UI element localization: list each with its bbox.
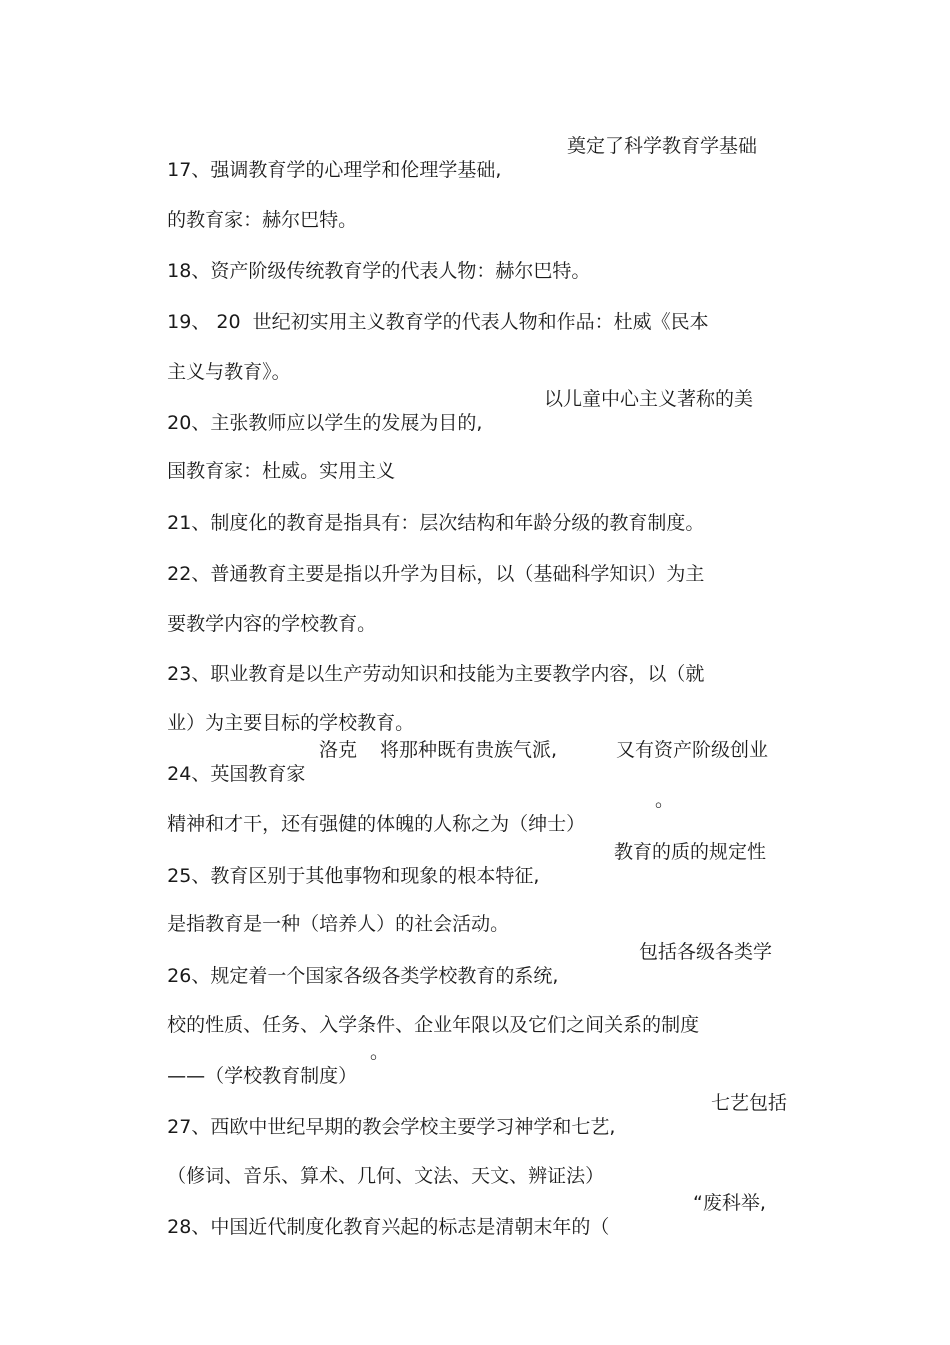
item-text-continued: 。 — [655, 789, 675, 811]
item-text-continued: 七艺包括 — [711, 1092, 788, 1114]
item-text-continued: 包括各级各类学 — [639, 941, 773, 963]
item-text: 校的性质、任务、入学条件、企业年限以及它们之间关系的制度 — [167, 1014, 700, 1036]
item-text: ——（学校教育制度） — [167, 1065, 358, 1087]
item-text: 23、职业教育是以生产劳动知识和技能为主要教学内容，以（就 — [167, 663, 705, 685]
item-28-line-1 — [143, 1191, 766, 1287]
item-text: 19、 20 世纪初实用主义教育学的代表人物和作品：杜威《民本 — [167, 311, 709, 333]
item-text: 21、制度化的教育是指具有：层次结构和年龄分级的教育制度。 — [167, 512, 705, 534]
item-text: 20、主张教师应以学生的发展为目的, — [167, 412, 483, 434]
item-text: 17、强调教育学的心理学和伦理学基础, — [167, 159, 502, 181]
item-text: 27、西欧中世纪早期的教会学校主要学习神学和七艺, — [167, 1116, 616, 1138]
item-text: 24、英国教育家 — [167, 763, 306, 785]
item-text: 精神和才干，还有强健的体魄的人称之为（绅士） — [167, 813, 586, 835]
item-text: 22、普通教育主要是指以升学为目标，以（基础科学知识）为主 — [167, 563, 705, 585]
item-text-continued: “废科举, — [693, 1192, 766, 1214]
item-text-continued: 奠定了科学教育学基础 — [567, 135, 758, 157]
item-text: 国教育家：杜威。实用主义 — [167, 460, 396, 482]
item-text: 25、教育区别于其他事物和现象的根本特征, — [167, 865, 540, 887]
item-text-continued: 教育的质的规定性 — [614, 841, 767, 863]
person-name: 洛克 — [319, 739, 358, 761]
item-text-continued: 将那种既有贵族气派, — [380, 739, 558, 761]
item-text: 是指教育是一种（培养人）的社会活动。 — [167, 913, 510, 935]
item-text: 28、中国近代制度化教育兴起的标志是清朝末年的（ — [167, 1216, 610, 1238]
item-text: 的教育家：赫尔巴特。 — [167, 209, 358, 231]
item-text: 要教学内容的学校教育。 — [167, 613, 377, 635]
item-text: （修词、音乐、算术、几何、文法、天文、辨证法） — [167, 1165, 605, 1187]
item-text: 主义与教育》。 — [167, 361, 291, 383]
item-text-continued: 以儿童中心主义著称的美 — [544, 388, 754, 410]
item-text-continued: 又有资产阶级创业 — [616, 739, 769, 761]
item-text-continued: 。 — [370, 1041, 390, 1063]
item-text: 业）为主要目标的学校教育。 — [167, 712, 415, 734]
item-text: 18、资产阶级传统教育学的代表人物：赫尔巴特。 — [167, 260, 591, 282]
item-text: 26、规定着一个国家各级各类学校教育的系统, — [167, 965, 559, 987]
